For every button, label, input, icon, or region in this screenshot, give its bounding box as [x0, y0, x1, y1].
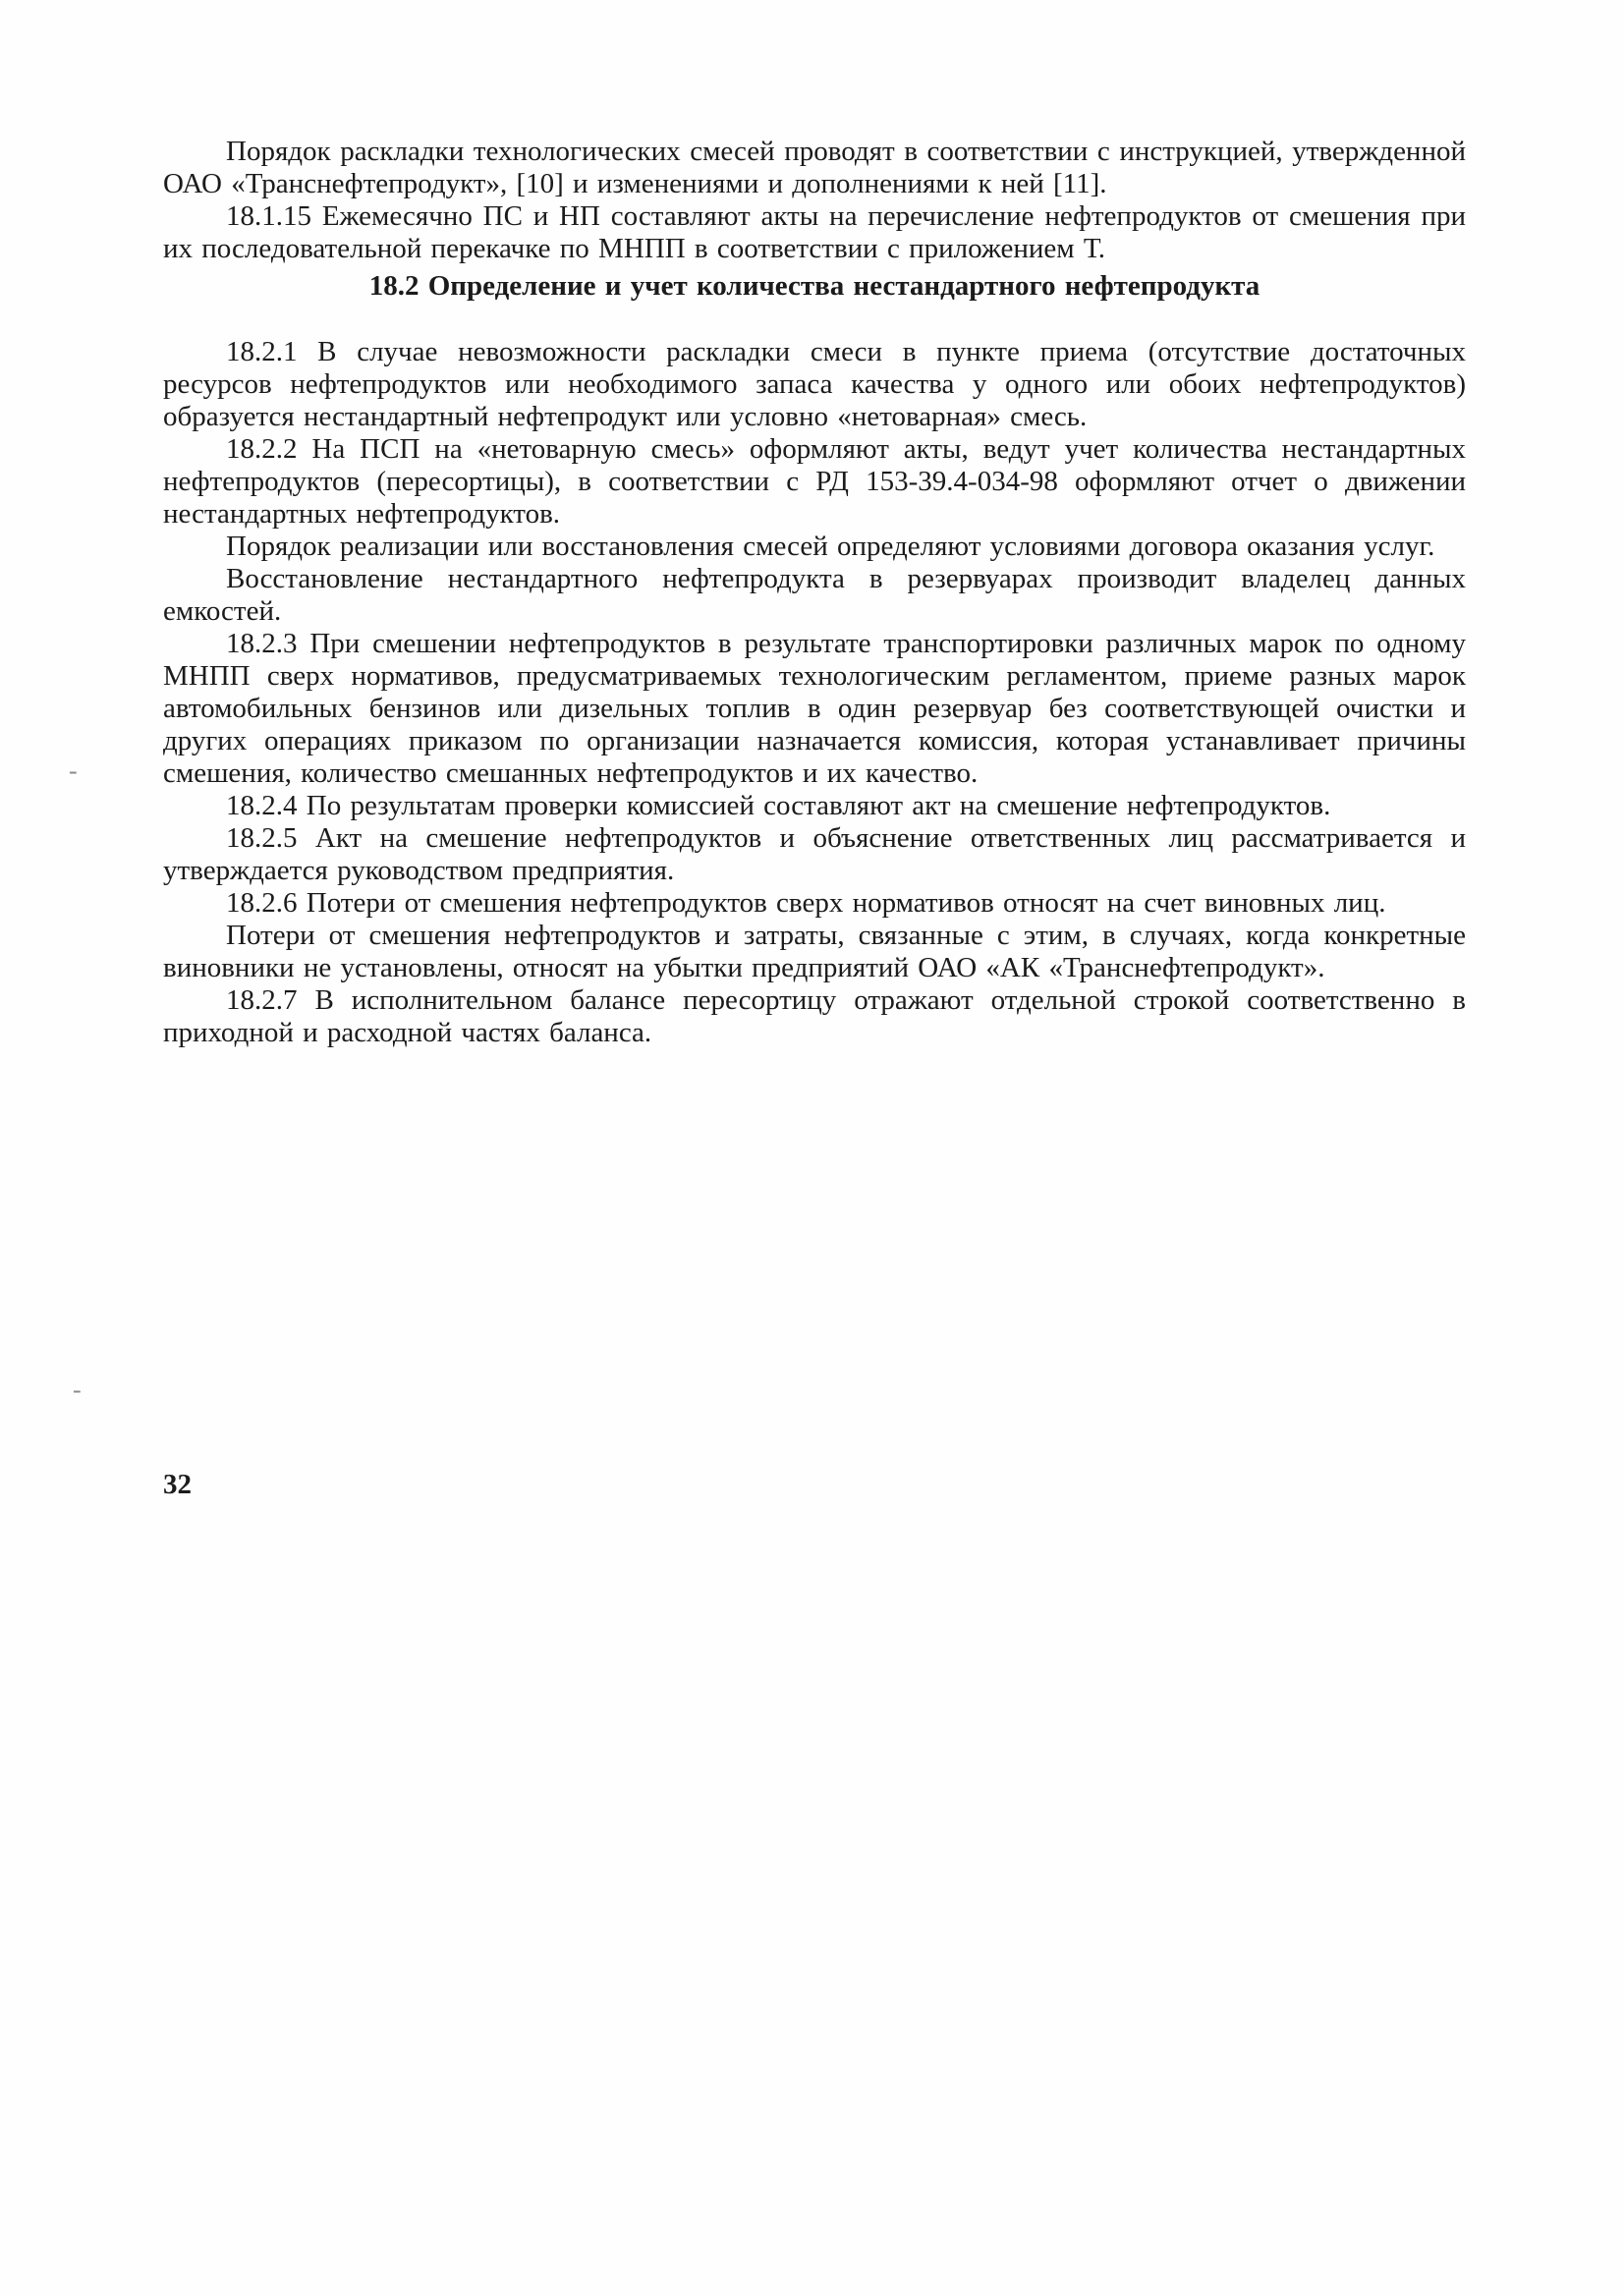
- paragraph: 18.2.5 Акт на смешение нефтепродуктов и объяснение ответственных лиц рассматривается и утверждается руководством предприятия.: [163, 822, 1466, 886]
- paragraph: 18.2.2 На ПСП на «нетоварную смесь» оформляют акты, ведут учет количества нестандартных нефтепродуктов (пересортицы), в соответствии с РД 153-39.4-034-98 оформляют отчет о движении нестандартных нефтепродуктов.: [163, 433, 1466, 530]
- paragraph: 18.1.15 Ежемесячно ПС и НП составляют акты на перечисление нефтепродуктов от смешения при их последовательной перекачке по МНПП в соответствии с приложением Т.: [163, 200, 1466, 264]
- paragraph: Порядок раскладки технологических смесей проводят в соответствии с инструкцией, утвержденной ОАО «Транснефтепродукт», [10] и изменениями и дополнениями к ней [11].: [163, 136, 1466, 199]
- paragraph: 18.2.6 Потери от смешения нефтепродуктов сверх нормативов относят на счет виновных лиц.: [226, 887, 1386, 919]
- paragraph: 18.2.1 В случае невозможности раскладки смеси в пункте приема (отсутствие достаточных ресурсов нефтепродуктов или необходимого запаса качества у одного или обоих нефтепродуктов) образуется нестандартный нефтепродукт или условно «нетоварная» смесь.: [163, 336, 1466, 432]
- paragraph: Порядок реализации или восстановления смесей определяют условиями договора оказания услуг.: [226, 531, 1435, 562]
- paragraph: Потери от смешения нефтепродуктов и затраты, связанные с этим, в случаях, когда конкретные виновники не установлены, относят на убытки предприятий ОАО «АК «Транснефтепродукт».: [163, 920, 1466, 983]
- section-heading: 18.2 Определение и учет количества нестандартного нефтепродукта: [368, 270, 1260, 302]
- paragraph: Восстановление нестандартного нефтепродукта в резервуарах производит владелец данных емкостей.: [163, 563, 1466, 627]
- paragraph: 18.2.3 При смешении нефтепродуктов в результате транспортировки различных марок по одному МНПП сверх нормативов, предусматриваемых технологическим регламентом, приеме разных марок автомобильных бензинов или дизельных топлив в один резервуар без соответствующей очистки и других операциях приказом по организации назначается комиссия, которая устанавливает причины смешения, количество смешанных нефтепродуктов и их качество.: [163, 628, 1466, 789]
- page-number: 32: [163, 1469, 192, 1500]
- scan-artifact-dash: -: [69, 756, 78, 785]
- paragraph: 18.2.7 В исполнительном балансе пересортицу отражают отдельной строкой соответственно в приходной и расходной частях баланса.: [163, 984, 1466, 1048]
- paragraph: 18.2.4 По результатам проверки комиссией составляют акт на смешение нефтепродуктов.: [226, 790, 1331, 821]
- scan-artifact-dash: -: [73, 1375, 82, 1404]
- text-block: [163, 136, 1466, 1049]
